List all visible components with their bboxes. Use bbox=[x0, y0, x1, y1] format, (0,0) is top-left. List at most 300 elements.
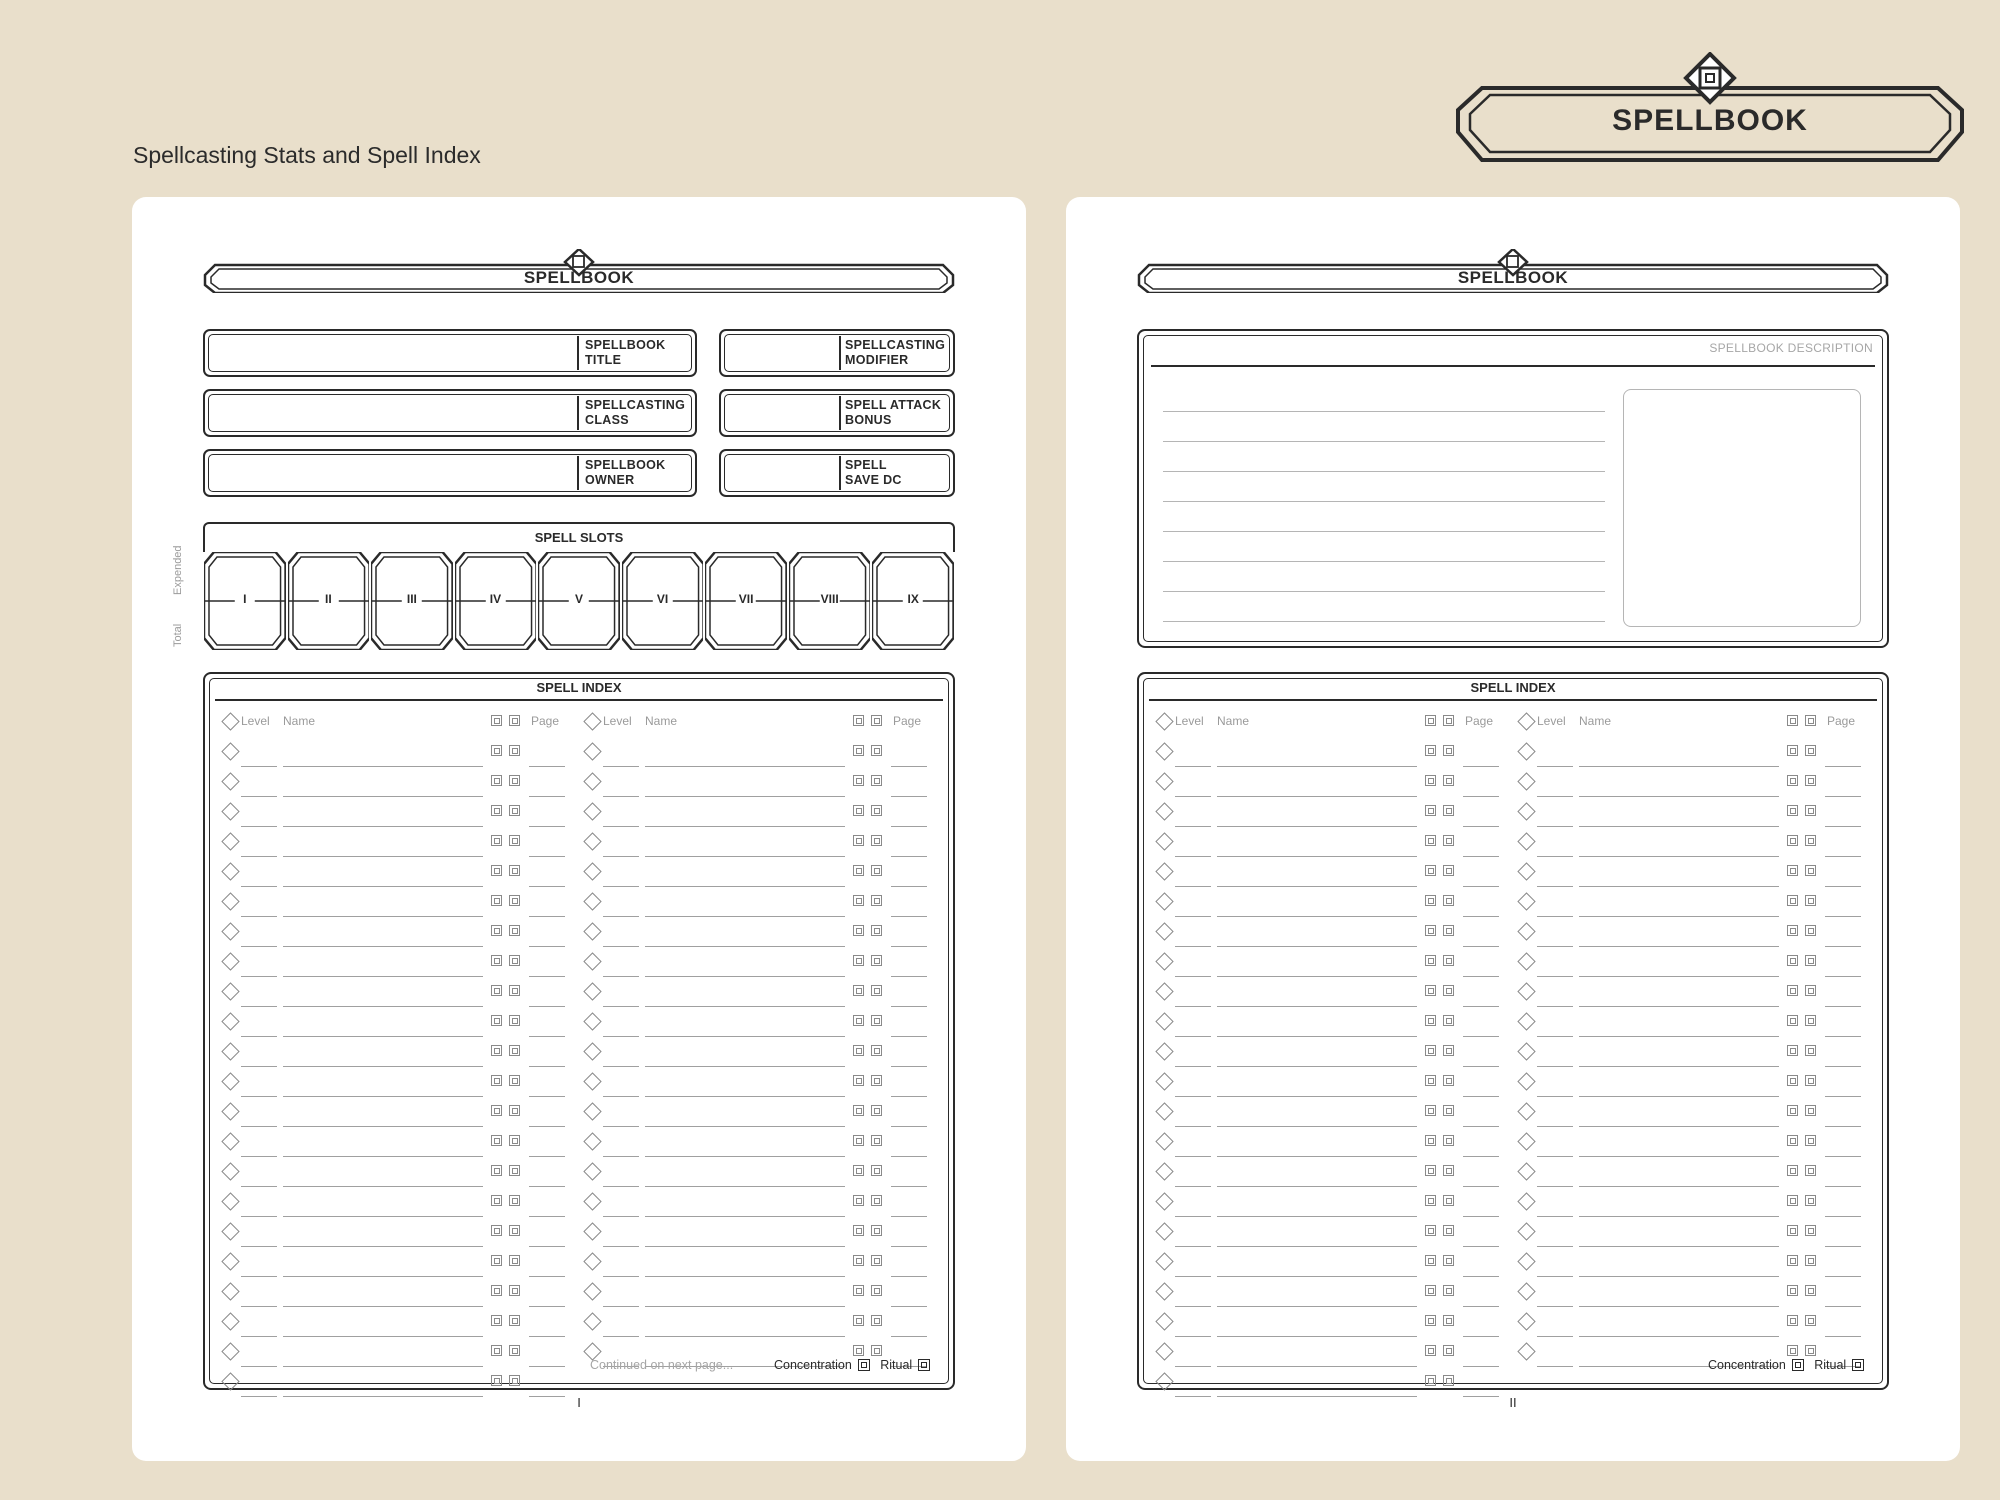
table-row[interactable] bbox=[1511, 1217, 1866, 1247]
concentration-icon[interactable] bbox=[1425, 865, 1436, 876]
ritual-icon[interactable] bbox=[509, 1315, 520, 1326]
ritual-icon[interactable] bbox=[1805, 1045, 1816, 1056]
diamond-bullet-icon[interactable] bbox=[221, 1132, 239, 1150]
diamond-bullet-icon[interactable] bbox=[221, 1102, 239, 1120]
ritual-icon[interactable] bbox=[509, 835, 520, 846]
table-row[interactable] bbox=[215, 1217, 570, 1247]
concentration-icon[interactable] bbox=[491, 835, 502, 846]
ritual-icon[interactable] bbox=[871, 895, 882, 906]
concentration-icon[interactable] bbox=[853, 1045, 864, 1056]
table-row[interactable] bbox=[1149, 1067, 1504, 1097]
concentration-icon[interactable] bbox=[1787, 835, 1798, 846]
concentration-icon[interactable] bbox=[1787, 1045, 1798, 1056]
table-row[interactable] bbox=[215, 1247, 570, 1277]
concentration-icon[interactable] bbox=[491, 1255, 502, 1266]
ritual-icon[interactable] bbox=[871, 1105, 882, 1116]
diamond-bullet-icon[interactable] bbox=[583, 1102, 601, 1120]
diamond-bullet-icon[interactable] bbox=[1517, 1072, 1535, 1090]
concentration-icon[interactable] bbox=[1787, 925, 1798, 936]
concentration-icon[interactable] bbox=[853, 895, 864, 906]
concentration-icon[interactable] bbox=[1787, 1195, 1798, 1206]
concentration-icon[interactable] bbox=[1787, 1315, 1798, 1326]
concentration-icon[interactable] bbox=[1787, 1285, 1798, 1296]
ritual-icon[interactable] bbox=[509, 1135, 520, 1146]
table-row[interactable] bbox=[1511, 1157, 1866, 1187]
concentration-icon[interactable] bbox=[853, 745, 864, 756]
concentration-icon[interactable] bbox=[853, 1015, 864, 1026]
ritual-icon[interactable] bbox=[509, 985, 520, 996]
diamond-bullet-icon[interactable] bbox=[1517, 952, 1535, 970]
diamond-bullet-icon[interactable] bbox=[221, 1012, 239, 1030]
diamond-bullet-icon[interactable] bbox=[583, 1072, 601, 1090]
concentration-icon[interactable] bbox=[1425, 1015, 1436, 1026]
ritual-icon[interactable] bbox=[1443, 775, 1454, 786]
concentration-icon[interactable] bbox=[1425, 1375, 1436, 1386]
concentration-icon[interactable] bbox=[491, 925, 502, 936]
table-row[interactable] bbox=[1511, 1307, 1866, 1337]
table-row[interactable] bbox=[577, 797, 932, 827]
ritual-icon[interactable] bbox=[509, 745, 520, 756]
diamond-bullet-icon[interactable] bbox=[221, 772, 239, 790]
diamond-bullet-icon[interactable] bbox=[1517, 1312, 1535, 1330]
concentration-icon[interactable] bbox=[853, 985, 864, 996]
table-row[interactable] bbox=[215, 857, 570, 887]
table-row[interactable] bbox=[1511, 917, 1866, 947]
description-line[interactable] bbox=[1163, 471, 1605, 472]
ritual-icon[interactable] bbox=[871, 1195, 882, 1206]
table-row[interactable] bbox=[577, 1007, 932, 1037]
diamond-bullet-icon[interactable] bbox=[1155, 1012, 1173, 1030]
concentration-icon[interactable] bbox=[1425, 835, 1436, 846]
ritual-icon[interactable] bbox=[509, 895, 520, 906]
ritual-icon[interactable] bbox=[871, 1345, 882, 1356]
ritual-icon[interactable] bbox=[509, 1345, 520, 1356]
concentration-icon[interactable] bbox=[491, 1285, 502, 1296]
diamond-bullet-icon[interactable] bbox=[1155, 862, 1173, 880]
diamond-bullet-icon[interactable] bbox=[221, 922, 239, 940]
concentration-icon[interactable] bbox=[491, 1135, 502, 1146]
spell-slot-level-8[interactable] bbox=[789, 552, 871, 650]
description-line[interactable] bbox=[1163, 591, 1605, 592]
table-row[interactable] bbox=[1149, 1157, 1504, 1187]
concentration-icon[interactable] bbox=[491, 1165, 502, 1176]
table-row[interactable] bbox=[1149, 1007, 1504, 1037]
diamond-bullet-icon[interactable] bbox=[1517, 1162, 1535, 1180]
diamond-bullet-icon[interactable] bbox=[221, 802, 239, 820]
concentration-icon[interactable] bbox=[1425, 1285, 1436, 1296]
table-row[interactable] bbox=[577, 1217, 932, 1247]
concentration-icon[interactable] bbox=[1787, 1135, 1798, 1146]
concentration-icon[interactable] bbox=[853, 1345, 864, 1356]
concentration-icon[interactable] bbox=[491, 865, 502, 876]
diamond-bullet-icon[interactable] bbox=[1155, 1222, 1173, 1240]
ritual-icon[interactable] bbox=[1443, 955, 1454, 966]
ritual-icon[interactable] bbox=[509, 1375, 520, 1386]
diamond-bullet-icon[interactable] bbox=[1155, 1312, 1173, 1330]
ritual-icon[interactable] bbox=[1443, 1045, 1454, 1056]
table-row[interactable] bbox=[1149, 1367, 1504, 1397]
spell-slot-level-5[interactable] bbox=[538, 552, 620, 650]
table-row[interactable] bbox=[577, 1247, 932, 1277]
ritual-icon[interactable] bbox=[509, 1105, 520, 1116]
concentration-icon[interactable] bbox=[853, 1315, 864, 1326]
concentration-icon[interactable] bbox=[491, 745, 502, 756]
table-row[interactable] bbox=[215, 767, 570, 797]
diamond-bullet-icon[interactable] bbox=[221, 1282, 239, 1300]
table-row[interactable] bbox=[215, 1337, 570, 1367]
spell-slot-level-2[interactable] bbox=[288, 552, 370, 650]
diamond-bullet-icon[interactable] bbox=[221, 862, 239, 880]
concentration-icon[interactable] bbox=[853, 805, 864, 816]
ritual-icon[interactable] bbox=[509, 1255, 520, 1266]
table-row[interactable] bbox=[215, 1067, 570, 1097]
diamond-bullet-icon[interactable] bbox=[221, 1162, 239, 1180]
spell-slot-level-1[interactable] bbox=[204, 552, 286, 650]
diamond-bullet-icon[interactable] bbox=[1155, 1102, 1173, 1120]
diamond-bullet-icon[interactable] bbox=[221, 1072, 239, 1090]
table-row[interactable] bbox=[215, 1097, 570, 1127]
ritual-icon[interactable] bbox=[509, 925, 520, 936]
diamond-bullet-icon[interactable] bbox=[583, 1192, 601, 1210]
spellcasting-class-field[interactable] bbox=[203, 389, 697, 437]
diamond-bullet-icon[interactable] bbox=[583, 772, 601, 790]
diamond-bullet-icon[interactable] bbox=[1155, 802, 1173, 820]
ritual-icon[interactable] bbox=[871, 745, 882, 756]
table-row[interactable] bbox=[1149, 887, 1504, 917]
diamond-bullet-icon[interactable] bbox=[1155, 832, 1173, 850]
table-row[interactable] bbox=[215, 827, 570, 857]
concentration-icon[interactable] bbox=[491, 1195, 502, 1206]
concentration-icon[interactable] bbox=[1425, 1135, 1436, 1146]
table-row[interactable] bbox=[215, 977, 570, 1007]
concentration-icon[interactable] bbox=[1787, 985, 1798, 996]
diamond-bullet-icon[interactable] bbox=[1517, 772, 1535, 790]
concentration-icon[interactable] bbox=[853, 1075, 864, 1086]
ritual-icon[interactable] bbox=[871, 985, 882, 996]
ritual-icon[interactable] bbox=[1805, 865, 1816, 876]
table-row[interactable] bbox=[1511, 1127, 1866, 1157]
ritual-icon[interactable] bbox=[871, 1255, 882, 1266]
table-row[interactable] bbox=[577, 1157, 932, 1187]
concentration-icon[interactable] bbox=[1787, 1015, 1798, 1026]
ritual-icon[interactable] bbox=[1805, 925, 1816, 936]
ritual-icon[interactable] bbox=[871, 835, 882, 846]
table-row[interactable] bbox=[1149, 977, 1504, 1007]
table-row[interactable] bbox=[215, 1307, 570, 1337]
table-row[interactable] bbox=[1511, 767, 1866, 797]
table-row[interactable] bbox=[215, 1157, 570, 1187]
ritual-icon[interactable] bbox=[1805, 1225, 1816, 1236]
ritual-icon[interactable] bbox=[1443, 1225, 1454, 1236]
spellbook-title-field[interactable] bbox=[203, 329, 697, 377]
diamond-bullet-icon[interactable] bbox=[1155, 1252, 1173, 1270]
table-row[interactable] bbox=[1149, 1097, 1504, 1127]
spellbook-owner-field[interactable] bbox=[203, 449, 697, 497]
diamond-bullet-icon[interactable] bbox=[1155, 1342, 1173, 1360]
diamond-bullet-icon[interactable] bbox=[1517, 862, 1535, 880]
concentration-icon[interactable] bbox=[1425, 985, 1436, 996]
table-row[interactable] bbox=[1511, 1277, 1866, 1307]
table-row[interactable] bbox=[577, 767, 932, 797]
diamond-bullet-icon[interactable] bbox=[1155, 742, 1173, 760]
concentration-icon[interactable] bbox=[853, 1255, 864, 1266]
diamond-bullet-icon[interactable] bbox=[221, 1252, 239, 1270]
diamond-bullet-icon[interactable] bbox=[221, 1312, 239, 1330]
diamond-bullet-icon[interactable] bbox=[1155, 1162, 1173, 1180]
ritual-icon[interactable] bbox=[1443, 1015, 1454, 1026]
ritual-icon[interactable] bbox=[1805, 1255, 1816, 1266]
ritual-icon[interactable] bbox=[871, 955, 882, 966]
diamond-bullet-icon[interactable] bbox=[1517, 1222, 1535, 1240]
diamond-bullet-icon[interactable] bbox=[1155, 1072, 1173, 1090]
diamond-bullet-icon[interactable] bbox=[583, 952, 601, 970]
ritual-icon[interactable] bbox=[1443, 925, 1454, 936]
table-row[interactable] bbox=[1149, 1127, 1504, 1157]
spell-slot-level-4[interactable] bbox=[455, 552, 537, 650]
table-row[interactable] bbox=[1149, 827, 1504, 857]
table-row[interactable] bbox=[1511, 977, 1866, 1007]
spell-attack-bonus-field[interactable] bbox=[719, 389, 955, 437]
description-line[interactable] bbox=[1163, 561, 1605, 562]
table-row[interactable] bbox=[577, 827, 932, 857]
concentration-icon[interactable] bbox=[491, 1015, 502, 1026]
concentration-icon[interactable] bbox=[1425, 1255, 1436, 1266]
concentration-icon[interactable] bbox=[1425, 1105, 1436, 1116]
diamond-bullet-icon[interactable] bbox=[583, 892, 601, 910]
table-row[interactable] bbox=[215, 947, 570, 977]
table-row[interactable] bbox=[1149, 1037, 1504, 1067]
ritual-icon[interactable] bbox=[1805, 835, 1816, 846]
ritual-icon[interactable] bbox=[509, 1165, 520, 1176]
table-row[interactable] bbox=[577, 1037, 932, 1067]
ritual-icon[interactable] bbox=[1805, 895, 1816, 906]
ritual-icon[interactable] bbox=[1443, 1315, 1454, 1326]
ritual-icon[interactable] bbox=[1443, 745, 1454, 756]
diamond-bullet-icon[interactable] bbox=[1517, 1252, 1535, 1270]
diamond-bullet-icon[interactable] bbox=[1155, 922, 1173, 940]
ritual-icon[interactable] bbox=[509, 805, 520, 816]
diamond-bullet-icon[interactable] bbox=[221, 1222, 239, 1240]
table-row[interactable] bbox=[1511, 1187, 1866, 1217]
concentration-icon[interactable] bbox=[1425, 1345, 1436, 1356]
table-row[interactable] bbox=[215, 917, 570, 947]
concentration-icon[interactable] bbox=[853, 865, 864, 876]
ritual-icon[interactable] bbox=[871, 925, 882, 936]
table-row[interactable] bbox=[1511, 1067, 1866, 1097]
ritual-icon[interactable] bbox=[871, 1015, 882, 1026]
ritual-icon[interactable] bbox=[871, 1045, 882, 1056]
table-row[interactable] bbox=[215, 1187, 570, 1217]
table-row[interactable] bbox=[215, 887, 570, 917]
table-row[interactable] bbox=[1149, 947, 1504, 977]
diamond-bullet-icon[interactable] bbox=[221, 1042, 239, 1060]
concentration-icon[interactable] bbox=[1425, 1195, 1436, 1206]
concentration-icon[interactable] bbox=[1425, 955, 1436, 966]
ritual-icon[interactable] bbox=[1805, 1285, 1816, 1296]
ritual-icon[interactable] bbox=[1805, 1195, 1816, 1206]
ritual-icon[interactable] bbox=[1443, 1255, 1454, 1266]
concentration-icon[interactable] bbox=[1425, 745, 1436, 756]
concentration-icon[interactable] bbox=[1425, 1225, 1436, 1236]
ritual-icon[interactable] bbox=[509, 1195, 520, 1206]
concentration-icon[interactable] bbox=[853, 1225, 864, 1236]
description-line[interactable] bbox=[1163, 441, 1605, 442]
table-row[interactable] bbox=[1149, 917, 1504, 947]
spell-slot-level-7[interactable] bbox=[705, 552, 787, 650]
concentration-icon[interactable] bbox=[1787, 1075, 1798, 1086]
ritual-icon[interactable] bbox=[1805, 805, 1816, 816]
concentration-icon[interactable] bbox=[853, 835, 864, 846]
concentration-icon[interactable] bbox=[1787, 865, 1798, 876]
ritual-icon[interactable] bbox=[1805, 985, 1816, 996]
description-line[interactable] bbox=[1163, 621, 1605, 622]
ritual-icon[interactable] bbox=[1805, 1135, 1816, 1146]
concentration-icon[interactable] bbox=[1787, 895, 1798, 906]
concentration-icon[interactable] bbox=[1787, 1105, 1798, 1116]
diamond-bullet-icon[interactable] bbox=[1517, 1282, 1535, 1300]
ritual-icon[interactable] bbox=[1443, 1165, 1454, 1176]
diamond-bullet-icon[interactable] bbox=[1155, 1372, 1173, 1390]
table-row[interactable] bbox=[577, 1127, 932, 1157]
concentration-icon[interactable] bbox=[491, 895, 502, 906]
ritual-icon[interactable] bbox=[871, 805, 882, 816]
ritual-icon[interactable] bbox=[871, 1285, 882, 1296]
concentration-icon[interactable] bbox=[491, 1225, 502, 1236]
concentration-icon[interactable] bbox=[853, 1135, 864, 1146]
concentration-icon[interactable] bbox=[853, 1105, 864, 1116]
spellcasting-modifier-field[interactable] bbox=[719, 329, 955, 377]
ritual-icon[interactable] bbox=[509, 1225, 520, 1236]
diamond-bullet-icon[interactable] bbox=[221, 982, 239, 1000]
table-row[interactable] bbox=[1149, 737, 1504, 767]
table-row[interactable] bbox=[577, 1067, 932, 1097]
table-row[interactable] bbox=[215, 1367, 570, 1397]
diamond-bullet-icon[interactable] bbox=[221, 1372, 239, 1390]
diamond-bullet-icon[interactable] bbox=[221, 892, 239, 910]
diamond-bullet-icon[interactable] bbox=[583, 742, 601, 760]
table-row[interactable] bbox=[215, 1007, 570, 1037]
concentration-icon[interactable] bbox=[1425, 805, 1436, 816]
table-row[interactable] bbox=[577, 1307, 932, 1337]
table-row[interactable] bbox=[215, 1127, 570, 1157]
diamond-bullet-icon[interactable] bbox=[1155, 772, 1173, 790]
diamond-bullet-icon[interactable] bbox=[1155, 952, 1173, 970]
table-row[interactable] bbox=[577, 947, 932, 977]
diamond-bullet-icon[interactable] bbox=[1517, 892, 1535, 910]
diamond-bullet-icon[interactable] bbox=[1517, 742, 1535, 760]
table-row[interactable] bbox=[215, 1037, 570, 1067]
diamond-bullet-icon[interactable] bbox=[1517, 982, 1535, 1000]
diamond-bullet-icon[interactable] bbox=[1517, 1042, 1535, 1060]
diamond-bullet-icon[interactable] bbox=[1517, 1012, 1535, 1030]
diamond-bullet-icon[interactable] bbox=[583, 1252, 601, 1270]
ritual-icon[interactable] bbox=[509, 1075, 520, 1086]
concentration-icon[interactable] bbox=[491, 1375, 502, 1386]
ritual-icon[interactable] bbox=[509, 1285, 520, 1296]
diamond-bullet-icon[interactable] bbox=[583, 1042, 601, 1060]
ritual-icon[interactable] bbox=[1443, 895, 1454, 906]
ritual-icon[interactable] bbox=[509, 955, 520, 966]
table-row[interactable] bbox=[215, 797, 570, 827]
table-row[interactable] bbox=[215, 1277, 570, 1307]
spell-slot-level-3[interactable] bbox=[371, 552, 453, 650]
ritual-icon[interactable] bbox=[1805, 955, 1816, 966]
table-row[interactable] bbox=[1149, 1337, 1504, 1367]
diamond-bullet-icon[interactable] bbox=[1155, 982, 1173, 1000]
concentration-icon[interactable] bbox=[853, 955, 864, 966]
ritual-icon[interactable] bbox=[1805, 775, 1816, 786]
ritual-icon[interactable] bbox=[1443, 805, 1454, 816]
table-row[interactable] bbox=[1511, 857, 1866, 887]
ritual-icon[interactable] bbox=[1443, 985, 1454, 996]
ritual-icon[interactable] bbox=[1443, 835, 1454, 846]
ritual-icon[interactable] bbox=[871, 1225, 882, 1236]
diamond-bullet-icon[interactable] bbox=[1517, 1132, 1535, 1150]
ritual-icon[interactable] bbox=[871, 1165, 882, 1176]
table-row[interactable] bbox=[1149, 1307, 1504, 1337]
ritual-icon[interactable] bbox=[871, 1315, 882, 1326]
concentration-icon[interactable] bbox=[1425, 1315, 1436, 1326]
ritual-icon[interactable] bbox=[1805, 745, 1816, 756]
ritual-icon[interactable] bbox=[1805, 1345, 1816, 1356]
diamond-bullet-icon[interactable] bbox=[1517, 1102, 1535, 1120]
concentration-icon[interactable] bbox=[491, 1345, 502, 1356]
concentration-icon[interactable] bbox=[1787, 1225, 1798, 1236]
ritual-icon[interactable] bbox=[1443, 1135, 1454, 1146]
table-row[interactable] bbox=[577, 857, 932, 887]
concentration-icon[interactable] bbox=[1787, 1255, 1798, 1266]
diamond-bullet-icon[interactable] bbox=[221, 832, 239, 850]
concentration-icon[interactable] bbox=[1787, 805, 1798, 816]
concentration-icon[interactable] bbox=[491, 1075, 502, 1086]
table-row[interactable] bbox=[577, 887, 932, 917]
diamond-bullet-icon[interactable] bbox=[583, 982, 601, 1000]
table-row[interactable] bbox=[215, 737, 570, 767]
diamond-bullet-icon[interactable] bbox=[1517, 802, 1535, 820]
diamond-bullet-icon[interactable] bbox=[1517, 1192, 1535, 1210]
table-row[interactable] bbox=[1511, 737, 1866, 767]
ritual-icon[interactable] bbox=[1443, 1195, 1454, 1206]
table-row[interactable] bbox=[1149, 767, 1504, 797]
spell-save-dc-field[interactable] bbox=[719, 449, 955, 497]
concentration-icon[interactable] bbox=[491, 775, 502, 786]
diamond-bullet-icon[interactable] bbox=[221, 1342, 239, 1360]
ritual-icon[interactable] bbox=[1805, 1165, 1816, 1176]
concentration-icon[interactable] bbox=[491, 1315, 502, 1326]
ritual-icon[interactable] bbox=[871, 775, 882, 786]
concentration-icon[interactable] bbox=[1787, 775, 1798, 786]
table-row[interactable] bbox=[1511, 797, 1866, 827]
ritual-icon[interactable] bbox=[1805, 1105, 1816, 1116]
diamond-bullet-icon[interactable] bbox=[1155, 1042, 1173, 1060]
diamond-bullet-icon[interactable] bbox=[1517, 922, 1535, 940]
ritual-icon[interactable] bbox=[1443, 865, 1454, 876]
diamond-bullet-icon[interactable] bbox=[1517, 832, 1535, 850]
diamond-bullet-icon[interactable] bbox=[221, 742, 239, 760]
diamond-bullet-icon[interactable] bbox=[1155, 1282, 1173, 1300]
table-row[interactable] bbox=[1511, 827, 1866, 857]
concentration-icon[interactable] bbox=[853, 1165, 864, 1176]
table-row[interactable] bbox=[1511, 1247, 1866, 1277]
diamond-bullet-icon[interactable] bbox=[583, 862, 601, 880]
diamond-bullet-icon[interactable] bbox=[221, 1192, 239, 1210]
concentration-icon[interactable] bbox=[491, 805, 502, 816]
diamond-bullet-icon[interactable] bbox=[1155, 892, 1173, 910]
table-row[interactable] bbox=[1511, 887, 1866, 917]
concentration-icon[interactable] bbox=[491, 1105, 502, 1116]
table-row[interactable] bbox=[1511, 1007, 1866, 1037]
ritual-icon[interactable] bbox=[1805, 1015, 1816, 1026]
